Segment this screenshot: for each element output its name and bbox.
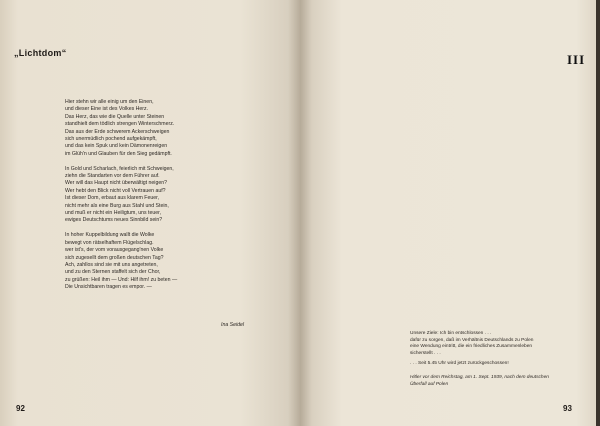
poem-line: im Glüh'n und Glauben für den Sieg gedämpft. xyxy=(65,150,172,157)
poem-line: bewegt von rätselhaftem Flügelschlag. xyxy=(65,239,154,246)
poem-line: und dieser Eine ist des Volkes Herz. xyxy=(65,106,149,113)
stanza-2 xyxy=(65,166,285,225)
right-edge-shadow xyxy=(596,0,600,426)
poem-line: Wer hebt den Blick nicht voll Vertrauen auf? xyxy=(65,187,166,194)
quote-line: sicherstellt . . . xyxy=(410,350,441,356)
poem-line: sich unermüdlich pochend aufgekämpft, xyxy=(65,136,157,143)
poem-line: Das Herz, das wie die Quelle unter Steinen xyxy=(65,113,165,120)
speech-quote xyxy=(410,331,590,368)
poem-author: Ina Seidel xyxy=(221,322,245,328)
poem-body xyxy=(65,99,285,299)
poem-line: Wer will das Haupt nicht überwältigt neigen? xyxy=(65,180,167,187)
poem-line: nicht mehr als eine Burg aus Stahl und Stein, xyxy=(65,202,169,209)
poem-line: Das aus der Erde schwerem Ackerschweigen xyxy=(65,128,170,135)
poem-line: zu grüßen: Heil ihm — Und: Hilf ihm! zu beten — xyxy=(65,276,178,283)
quote-caption xyxy=(410,375,549,388)
poem-line: standhielt dem tödlich strengen Winterschmerz. xyxy=(65,121,175,128)
poem-line: sich zugesellt dem großen deutschen Tag? xyxy=(65,254,164,261)
poem-line: und das kein Spuk und kein Dämonenreigen xyxy=(65,143,168,150)
poem-line: und zu den Sternen staffelt sich der Chor, xyxy=(65,269,161,276)
quote-line: . . . Seit 5.45 Uhr wird jetzt zurückgeschossen! xyxy=(410,361,509,367)
poem-line: In Gold und Scharlach, feierlich mit Schweigen, xyxy=(65,165,174,172)
quote-line: eine Wendung eintritt, die ein friedliches Zusammenleben xyxy=(410,344,533,350)
page-number-left: 92 xyxy=(16,404,25,413)
stanza-1 xyxy=(65,99,285,158)
poem-line: ziehn die Standarten vor dem Führer auf. xyxy=(65,173,160,180)
poem-line: Ach, zahllos sind sie mit uns angetreten, xyxy=(65,261,158,268)
poem-line: In hoher Kuppelbildung wallt die Wolke xyxy=(65,232,155,239)
poem-line: Die Unsichtbaren tragen es empor. — xyxy=(65,284,152,291)
poem-line: und muß er nicht ein Heiligtum, uns teuer, xyxy=(65,210,162,217)
poem-line: Hier stehn wir alle einig um den Einen, xyxy=(65,99,154,105)
poem-line: Ist dieser Dom, erbaut aus klarem Feuer, xyxy=(65,195,159,202)
page-number-right: 93 xyxy=(563,404,572,413)
poem-line: ewiges Deutschtums neues Sinnbild sein? xyxy=(65,217,163,224)
poem-line: wer ist's, der vom vorausgegang'nen Volke xyxy=(65,247,164,254)
caption-line: Überfall auf Polen xyxy=(410,381,449,387)
quote-line: dafür zu sorgen, daß im Verhältnis Deutschlands zu Polen xyxy=(410,337,534,343)
quote-line: Unsere Ziele: Ich bin entschlossen . . . xyxy=(410,331,492,336)
section-numeral: III xyxy=(567,52,586,67)
caption-line: Hitler vor dem Reichstag, am 1. Sept. 1939, nach dem deutschen xyxy=(410,375,549,380)
poem-heading: „Lichtdom“ xyxy=(14,48,67,58)
stanza-3 xyxy=(65,232,285,291)
